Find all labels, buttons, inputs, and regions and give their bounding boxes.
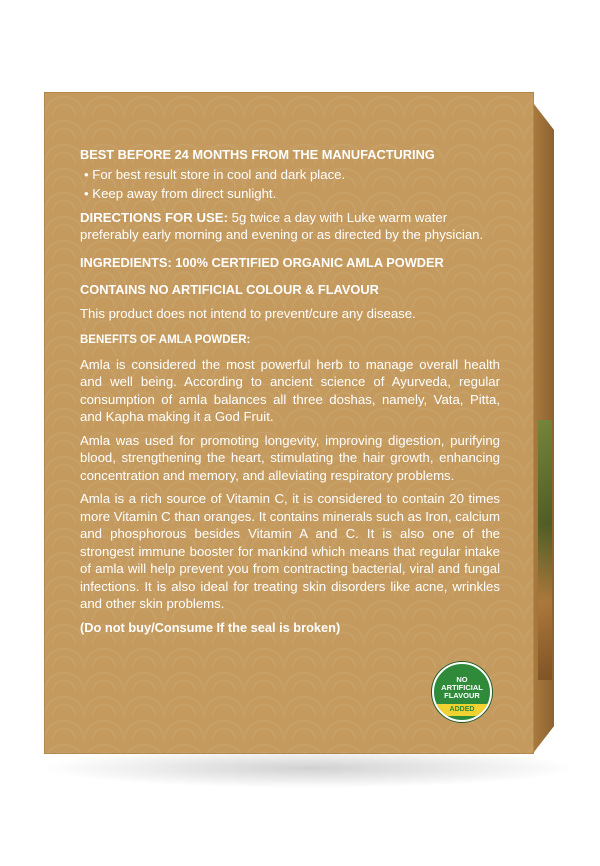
directions-text: 5g twice a day with Luke warm water preferably early morning and evening or as directed by the physician.: [80, 209, 484, 242]
storage-line-2: • Keep away from direct sunlight.: [84, 186, 277, 201]
side-panel-artwork: [538, 420, 552, 680]
label-text-block: [80, 146, 500, 636]
storage-line-1: • For best result store in cool and dark place.: [84, 166, 346, 182]
disclaimer-line: This product does not intend to prevent/cure any disease.: [80, 305, 416, 321]
badge-line-2: ARTIFICIAL: [441, 683, 483, 692]
ingredients-line: INGREDIENTS: 100% CERTIFIED ORGANIC AMLA POWDER: [80, 254, 444, 270]
directions-label: DIRECTIONS FOR USE:: [80, 209, 228, 225]
benefits-paragraph-1: Amla is considered the most powerful herb to manage overall health and well being. According to ancient science of Ayurveda, regular consumption of amla balances all three doshas, namely, Vata, Pitta, and Kapha making it a God Fruit.: [80, 356, 500, 424]
benefits-paragraph-3: Amla is a rich source of Vitamin C, it is considered to contain 20 times more Vitamin C than oranges. It contains minerals such as Iron, calcium and phosphorous besides Vitamin A and C. It is also one of the strongest immune booster for mankind which means that regular intake of amla will help prevent you from contracting bacterial, viral and fungal infections. It is also ideal for treating skin disorders like acne, wrinkles and other skin problems.: [80, 491, 500, 611]
benefits-heading: BENEFITS OF AMLA POWDER:: [80, 334, 251, 346]
badge-line-3: FLAVOUR: [444, 691, 480, 700]
benefits-paragraph-2: Amla was used for promoting longevity, improving digestion, purifying blood, strengthening the heart, stimulating the hair growth, enhancing concentration and memory, and alleviating respiratory problems.: [80, 432, 500, 483]
best-before-heading: BEST BEFORE 24 MONTHS FROM THE MANUFACTURING: [80, 147, 435, 162]
badge-ribbon: ADDED: [434, 704, 490, 716]
badge-line-1: NO: [456, 675, 468, 684]
box-shadow: [40, 748, 580, 788]
no-artificial-flavour-badge: [432, 662, 492, 722]
seal-note: (Do not buy/Consume If the seal is broken): [80, 619, 341, 635]
directions-paragraph: [80, 209, 500, 244]
no-artificial-line: CONTAINS NO ARTIFICIAL COLOUR & FLAVOUR: [80, 282, 379, 297]
